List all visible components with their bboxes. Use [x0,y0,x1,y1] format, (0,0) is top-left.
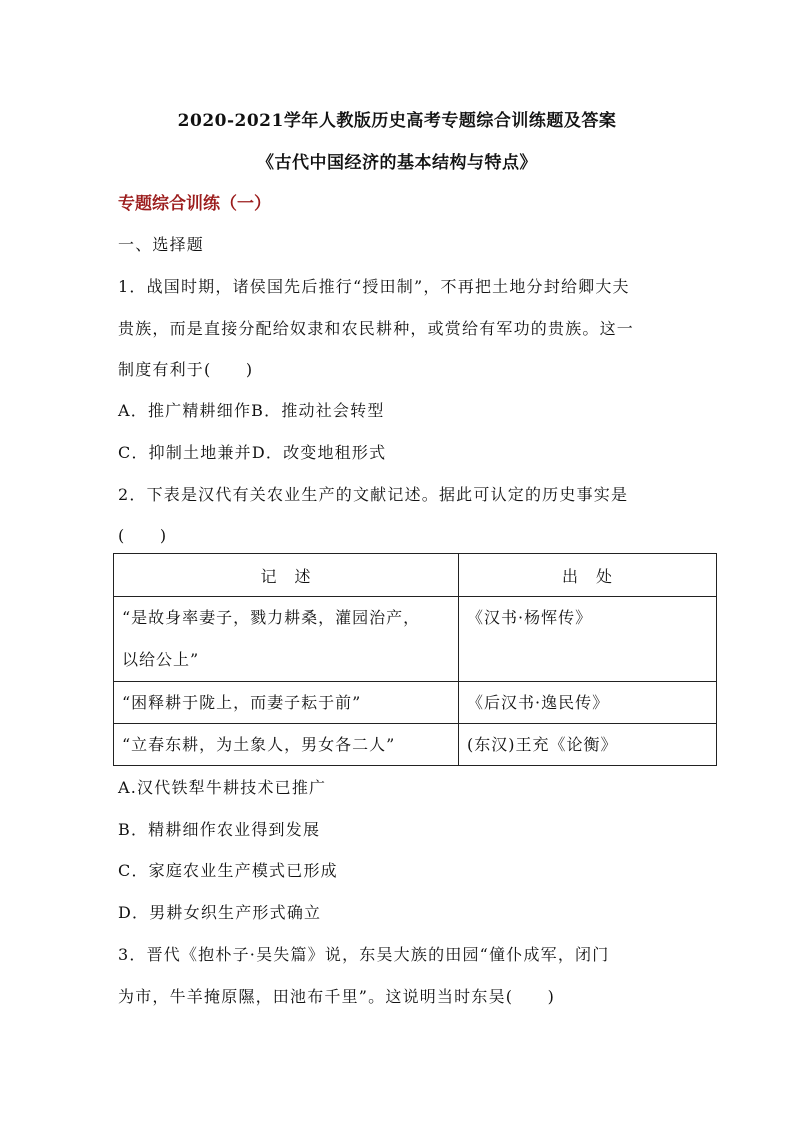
table-row [114,597,717,682]
q2-option-a: A.汉代铁犁牛耕技术已推广 [118,778,327,797]
q2-option-c: C．家庭农业生产模式已形成 [118,861,338,880]
cell-text-line: 以给公上” [122,650,200,669]
table-cell-record [114,682,459,724]
q2-option-d: D．男耕女织生产形式确立 [118,903,322,922]
table-cell-source [459,724,717,766]
table-header-row [114,554,717,597]
q1-text-line3: 制度有利于( ) [118,360,254,379]
section-heading: 专题综合训练（一） [118,194,271,214]
q2-text-line1: 2．下表是汉代有关农业生产的文献记述。据此可认定的历史事实是 [118,485,629,504]
document-title: 2020-2021学年人教版历史高考专题综合训练题及答案 [177,111,617,131]
q1-options-cd: C．抑制土地兼并D．改变地租形式 [118,443,387,462]
table-cell-source [459,597,717,682]
table-cell-record [114,724,459,766]
source-table [113,553,717,766]
table-row [114,724,717,766]
part-heading: 一、选择题 [118,235,205,254]
cell-source-text: (东汉)王充《论衡》 [467,735,618,754]
table-cell-record [114,597,459,682]
cell-text-line: “立春东耕，为土象人，男女各二人” [122,735,396,754]
cell-source-text: 《汉书·杨恽传》 [467,608,593,627]
cell-text-line: “是故身率妻子，戮力耕桑，灌园治产， [122,608,421,627]
q3-text-line1: 3．晋代《抱朴子·吴失篇》说，东吴大族的田园“僮仆成军，闭门 [118,945,610,964]
q3-text-line2: 为市，牛羊掩原隰，田池布千里”。这说明当时东吴( ) [118,987,556,1006]
cell-text-line: “困释耕于陇上，而妻子耘于前” [122,693,362,712]
q1-options-ab: A．推广精耕细作B．推动社会转型 [118,401,385,420]
q2-option-b: B．精耕细作农业得到发展 [118,820,321,839]
q1-text-line1: 1．战国时期，诸侯国先后推行“授田制”，不再把土地分封给卿大夫 [118,277,630,296]
cell-source-text: 《后汉书·逸民传》 [467,693,610,712]
q1-text-line2: 贵族，而是直接分配给奴隶和农民耕种，或赏给有军功的贵族。这一 [118,319,635,338]
q2-text-line2: ( ) [118,526,168,545]
table-header-source: 出 处 [459,554,717,597]
table-header-record: 记 述 [114,554,459,597]
table-cell-source [459,682,717,724]
table-row [114,682,717,724]
document-subtitle: 《古代中国经济的基本结构与特点》 [257,153,537,173]
